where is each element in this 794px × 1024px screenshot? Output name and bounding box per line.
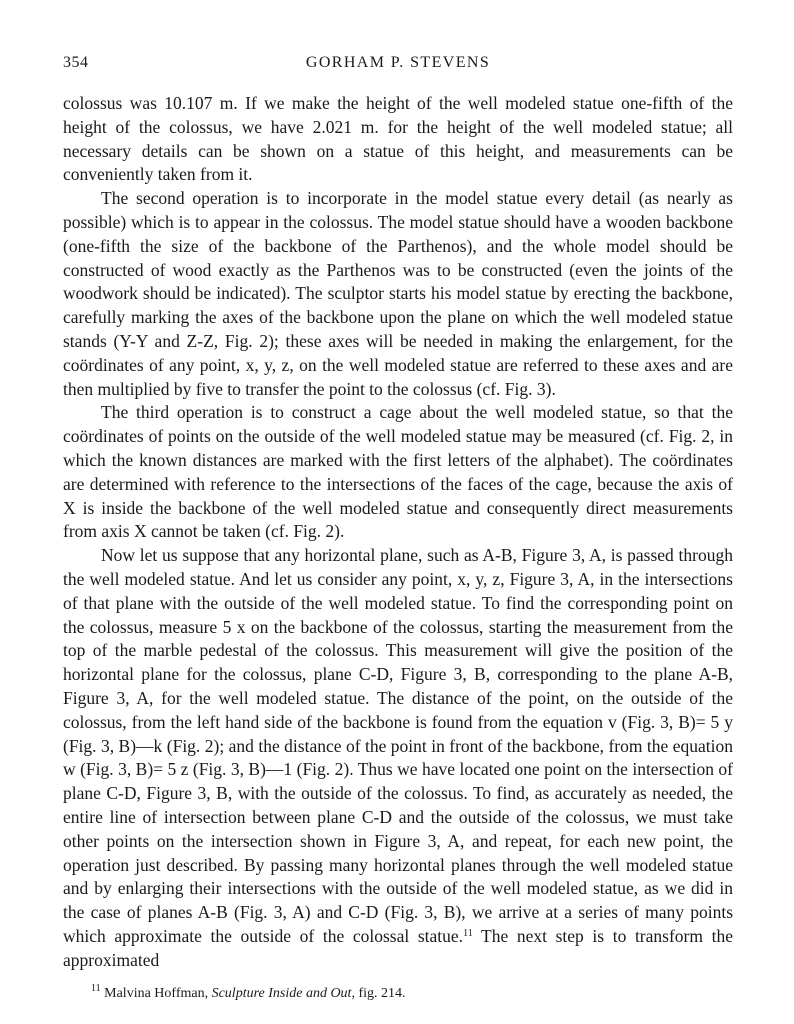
page-header — [63, 50, 733, 76]
footnote-reference: 11 — [463, 927, 473, 939]
paragraph-1: colossus was 10.107 m. If we make the height of the well modeled statue one-fifth of the height of the colossus, we have 2.021 m. for the height of the well modeled statue; all necessary details can be shown on a statue of this height, and measurements can be conveniently taken from it. — [63, 93, 733, 185]
paragraph-2: The second operation is to incorporate in the model statue every detail (as nearly as possible) which is to appear in the colossus. The model statue should have a wooden backbone (one-fifth the size of the backbone of the Parthenos), and the whole model should be constructed of wood exactly as the Parthenos was to be constructed (even the joints of the woodwork should be indicated). The sculptor starts his model statue by erecting the backbone, carefully marking the axes of the backbone upon the plane on which the well modeled statue stands (Y-Y and Z-Z, Fig. 2); these axes will be needed in making the enlargement, for the coördinates of any point, x, y, z, on the well modeled statue are referred to these axes and are then multiplied by five to transfer the point to the colossus (cf. Fig. 3). — [63, 188, 733, 399]
body-text — [63, 92, 733, 972]
footnote-author: Malvina Hoffman, — [104, 986, 209, 1002]
paragraph-3: The third operation is to construct a cage about the well modeled statue, so that the coördinates of points on the outside of the well modeled statue may be measured (cf. Fig. 2, in which the known distances are marked with the first letters of the alphabet). The coördinates are determined with reference to the intersections of the faces of the cage, because the axis of X is inside the backbone of the well modeled statue and consequently direct measurements from axis X cannot be taken (cf. Fig. 2). — [63, 402, 733, 542]
paragraph-4-final-sentence: The next step is to transform the approximated — [63, 925, 733, 970]
running-head: GORHAM P. STEVENS — [305, 54, 491, 71]
footnote-locator: fig. 214. — [358, 986, 406, 1002]
book-page — [63, 50, 733, 1003]
footnote-number: 11 — [91, 983, 101, 995]
page-number: 354 — [63, 54, 89, 71]
footnote-title: Sculpture Inside and Out, — [211, 986, 355, 1002]
paragraph-4 — [63, 544, 733, 972]
footnote — [91, 984, 733, 1003]
paragraph-4-text: Now let us suppose that any horizontal plane, such as A-B, Figure 3, A, is passed through the well modeled statue. And let us consider any point, x, y, z, Figure 3, A, in the intersections of that plane with the outside of the well modeled statue. To find the corresponding point on the colossus, measure 5 x on the backbone of the colossus, starting the measurement from the top of the marble pedestal of the colossus. This measurement will give the position of the horizontal plane for the colossus, plane C-D, Figure 3, B, corresponding to the plane A-B, Figure 3, A, for the well modeled statue. The distance of the point, on the outside of the colossus, from the left hand side of the backbone is found from the equation v (Fig. 3, B)= 5 y (Fig. 3, B)—k (Fig. 2); and the distance of the point in front of the backbone, from the equation w (Fig. 3, B)= 5 z (Fig. 3, B)—1 (Fig. 2). Thus we have located one point on the intersection of plane C-D, Figure 3, B, with the outside of the colossus. To find, as accurately as needed, the entire line of intersection between plane C-D and the outside of the colossus, we must take other points on the intersection shown in Figure 3, A, and repeat, for each new point, the operation just described. By passing many horizontal planes through the well modeled statue and by enlarging their intersections with the outside of the well modeled statue, as we did in the case of planes A-B (Fig. 3, A) and C-D (Fig. 3, B), we arrive at a series of many points which approximate the outside of the colossal statue. — [63, 545, 733, 946]
